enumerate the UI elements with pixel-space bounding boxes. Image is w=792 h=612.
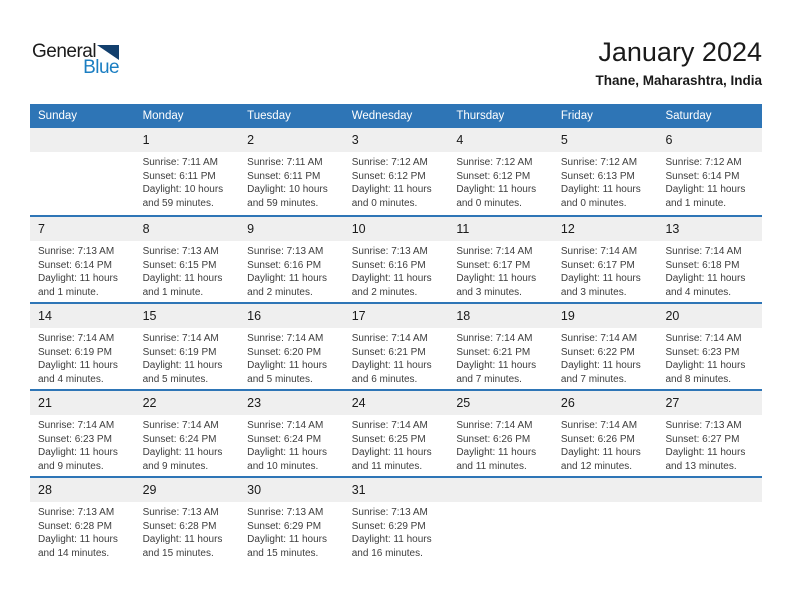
- sunrise-text: Sunrise: 7:13 AM: [38, 507, 115, 518]
- sunset-text: Sunset: 6:20 PM: [247, 346, 322, 358]
- sunrise-text: Sunrise: 7:13 AM: [351, 507, 428, 518]
- sunrise-text: Sunrise: 7:14 AM: [456, 246, 533, 257]
- day-number: 9: [239, 217, 344, 241]
- sunrise-text: Sunrise: 7:14 AM: [665, 333, 742, 344]
- calendar-weeks: [30, 128, 762, 563]
- weekday-header-saturday: Saturday: [665, 110, 712, 122]
- day-number: [657, 478, 762, 502]
- daylight-text: Daylight: 11 hours and 11 minutes.: [456, 447, 537, 472]
- sunset-text: Sunset: 6:13 PM: [560, 170, 635, 182]
- sunrise-text: Sunrise: 7:14 AM: [351, 420, 428, 431]
- day-details: [448, 241, 553, 299]
- week-row: [30, 128, 762, 215]
- day-number: 25: [448, 391, 553, 415]
- day-number: 13: [657, 217, 762, 241]
- sunrise-text: Sunrise: 7:12 AM: [665, 157, 742, 168]
- weekday-header-tuesday: Tuesday: [247, 110, 291, 122]
- general-blue-logo: [32, 42, 119, 78]
- calendar-day-cell: [344, 304, 449, 389]
- week-row: [30, 302, 762, 389]
- day-details: [30, 328, 135, 386]
- day-number: 2: [239, 128, 344, 152]
- weekday-header-thursday: Thursday: [456, 110, 505, 122]
- sunrise-text: Sunrise: 7:14 AM: [560, 420, 638, 431]
- daylight-text: Daylight: 11 hours and 3 minutes.: [456, 273, 537, 298]
- calendar-day-cell: [448, 478, 553, 563]
- daylight-text: Daylight: 11 hours and 10 minutes.: [247, 447, 328, 472]
- daylight-text: Daylight: 11 hours and 4 minutes.: [665, 273, 746, 298]
- day-number: 12: [553, 217, 658, 241]
- sunrise-text: Sunrise: 7:13 AM: [142, 507, 219, 518]
- day-details: [344, 152, 449, 210]
- sunset-text: Sunset: 6:26 PM: [560, 433, 635, 445]
- daylight-text: Daylight: 11 hours and 16 minutes.: [351, 534, 432, 559]
- day-details: [30, 241, 135, 299]
- week-row: [30, 389, 762, 476]
- calendar-day-cell: [239, 391, 344, 476]
- sunset-text: Sunset: 6:14 PM: [665, 170, 740, 182]
- daylight-text: Daylight: 11 hours and 9 minutes.: [38, 447, 118, 472]
- sunrise-text: Sunrise: 7:14 AM: [665, 246, 742, 257]
- logo-word-blue: Blue: [83, 57, 120, 78]
- sunset-text: Sunset: 6:24 PM: [142, 433, 217, 445]
- calendar-day-cell: [239, 217, 344, 302]
- day-number: 27: [657, 391, 762, 415]
- sunset-text: Sunset: 6:27 PM: [665, 433, 740, 445]
- sunset-text: Sunset: 6:19 PM: [142, 346, 217, 358]
- calendar-day-cell: [657, 478, 762, 563]
- sunrise-text: Sunrise: 7:13 AM: [142, 246, 219, 257]
- daylight-text: Daylight: 11 hours and 2 minutes.: [351, 273, 432, 298]
- sunset-text: Sunset: 6:12 PM: [351, 170, 426, 182]
- calendar-day-cell: [553, 128, 658, 215]
- daylight-text: Daylight: 11 hours and 7 minutes.: [560, 360, 641, 385]
- calendar-day-cell: [553, 478, 658, 563]
- sunset-text: Sunset: 6:12 PM: [456, 170, 531, 182]
- daylight-text: Daylight: 11 hours and 11 minutes.: [351, 447, 432, 472]
- weekday-header-row: [30, 104, 762, 128]
- day-details: [135, 241, 240, 299]
- calendar-day-cell: [30, 217, 135, 302]
- day-details: [448, 415, 553, 473]
- day-number: 21: [30, 391, 135, 415]
- sunrise-text: Sunrise: 7:11 AM: [247, 157, 323, 168]
- daylight-text: Daylight: 10 hours and 59 minutes.: [247, 184, 328, 209]
- day-details: [239, 152, 344, 210]
- daylight-text: Daylight: 11 hours and 3 minutes.: [560, 273, 641, 298]
- day-details: [30, 502, 135, 560]
- daylight-text: Daylight: 11 hours and 15 minutes.: [142, 534, 223, 559]
- sunset-text: Sunset: 6:23 PM: [665, 346, 740, 358]
- daylight-text: Daylight: 11 hours and 12 minutes.: [560, 447, 641, 472]
- sunset-text: Sunset: 6:22 PM: [560, 346, 635, 358]
- weekday-header-monday: Monday: [142, 110, 184, 122]
- sunrise-text: Sunrise: 7:14 AM: [560, 246, 638, 257]
- daylight-text: Daylight: 11 hours and 4 minutes.: [38, 360, 118, 385]
- day-details: [553, 328, 658, 386]
- day-number: 30: [239, 478, 344, 502]
- day-details: [344, 415, 449, 473]
- daylight-text: Daylight: 11 hours and 14 minutes.: [38, 534, 118, 559]
- day-number: 4: [448, 128, 553, 152]
- sunrise-text: Sunrise: 7:14 AM: [247, 333, 324, 344]
- day-number: 24: [344, 391, 449, 415]
- sunset-text: Sunset: 6:11 PM: [142, 170, 216, 182]
- day-number: 20: [657, 304, 762, 328]
- day-details: [30, 152, 135, 156]
- sunset-text: Sunset: 6:25 PM: [351, 433, 426, 445]
- sunrise-text: Sunrise: 7:14 AM: [456, 420, 533, 431]
- day-details: [344, 241, 449, 299]
- sunset-text: Sunset: 6:29 PM: [247, 520, 322, 532]
- sunrise-text: Sunrise: 7:12 AM: [560, 157, 638, 168]
- calendar: [30, 104, 762, 563]
- calendar-day-cell: [344, 128, 449, 215]
- page-subtitle: Thane, Maharashtra, India: [595, 73, 762, 88]
- sunrise-text: Sunrise: 7:13 AM: [247, 507, 324, 518]
- calendar-day-cell: [553, 304, 658, 389]
- page-title: January 2024: [598, 37, 762, 67]
- day-details: [448, 328, 553, 386]
- day-number: 7: [30, 217, 135, 241]
- sunrise-text: Sunrise: 7:13 AM: [665, 420, 742, 431]
- page-header: [30, 0, 762, 104]
- sunset-text: Sunset: 6:16 PM: [351, 259, 426, 271]
- day-number: 5: [553, 128, 658, 152]
- day-details: [657, 241, 762, 299]
- calendar-day-cell: [553, 217, 658, 302]
- sunset-text: Sunset: 6:17 PM: [560, 259, 635, 271]
- sunrise-text: Sunrise: 7:13 AM: [247, 246, 324, 257]
- day-details: [239, 241, 344, 299]
- day-details: [239, 502, 344, 560]
- day-number: 29: [135, 478, 240, 502]
- daylight-text: Daylight: 11 hours and 7 minutes.: [456, 360, 537, 385]
- calendar-day-cell: [30, 304, 135, 389]
- day-number: 15: [135, 304, 240, 328]
- sunrise-text: Sunrise: 7:13 AM: [351, 246, 428, 257]
- day-number: 18: [448, 304, 553, 328]
- day-number: 26: [553, 391, 658, 415]
- sunset-text: Sunset: 6:21 PM: [351, 346, 426, 358]
- day-details: [30, 415, 135, 473]
- day-number: [553, 478, 658, 502]
- day-number: 6: [657, 128, 762, 152]
- daylight-text: Daylight: 11 hours and 1 minute.: [142, 273, 223, 298]
- day-details: [239, 415, 344, 473]
- calendar-day-cell: [135, 217, 240, 302]
- day-number: [30, 128, 135, 152]
- sunset-text: Sunset: 6:11 PM: [247, 170, 321, 182]
- day-details: [657, 328, 762, 386]
- daylight-text: Daylight: 11 hours and 1 minute.: [665, 184, 746, 209]
- calendar-day-cell: [344, 478, 449, 563]
- day-number: 22: [135, 391, 240, 415]
- sunset-text: Sunset: 6:24 PM: [247, 433, 322, 445]
- day-details: [657, 152, 762, 210]
- sunrise-text: Sunrise: 7:14 AM: [142, 333, 219, 344]
- sunset-text: Sunset: 6:28 PM: [38, 520, 112, 532]
- day-details: [344, 502, 449, 560]
- day-details: [448, 502, 553, 506]
- sunrise-text: Sunrise: 7:14 AM: [247, 420, 324, 431]
- calendar-day-cell: [30, 478, 135, 563]
- weekday-header-wednesday: Wednesday: [351, 110, 413, 122]
- day-number: 17: [344, 304, 449, 328]
- day-number: 28: [30, 478, 135, 502]
- calendar-day-cell: [448, 128, 553, 215]
- daylight-text: Daylight: 11 hours and 8 minutes.: [665, 360, 746, 385]
- daylight-text: Daylight: 11 hours and 13 minutes.: [665, 447, 746, 472]
- logo-word-general: General: [32, 41, 97, 62]
- daylight-text: Daylight: 11 hours and 9 minutes.: [142, 447, 223, 472]
- day-details: [135, 152, 240, 210]
- sunset-text: Sunset: 6:19 PM: [38, 346, 112, 358]
- calendar-day-cell: [239, 128, 344, 215]
- day-details: [135, 328, 240, 386]
- daylight-text: Daylight: 11 hours and 2 minutes.: [247, 273, 328, 298]
- day-details: [135, 415, 240, 473]
- sunrise-text: Sunrise: 7:14 AM: [560, 333, 638, 344]
- daylight-text: Daylight: 11 hours and 5 minutes.: [142, 360, 223, 385]
- sunset-text: Sunset: 6:17 PM: [456, 259, 531, 271]
- day-number: 14: [30, 304, 135, 328]
- day-number: 3: [344, 128, 449, 152]
- sunrise-text: Sunrise: 7:14 AM: [351, 333, 428, 344]
- day-number: 23: [239, 391, 344, 415]
- calendar-day-cell: [553, 391, 658, 476]
- daylight-text: Daylight: 10 hours and 59 minutes.: [142, 184, 224, 209]
- sunrise-text: Sunrise: 7:12 AM: [456, 157, 533, 168]
- calendar-day-cell: [344, 217, 449, 302]
- sunrise-text: Sunrise: 7:14 AM: [38, 420, 115, 431]
- sunrise-text: Sunrise: 7:14 AM: [456, 333, 533, 344]
- daylight-text: Daylight: 11 hours and 0 minutes.: [456, 184, 537, 209]
- sunset-text: Sunset: 6:26 PM: [456, 433, 531, 445]
- daylight-text: Daylight: 11 hours and 5 minutes.: [247, 360, 328, 385]
- calendar-day-cell: [657, 128, 762, 215]
- sunset-text: Sunset: 6:18 PM: [665, 259, 740, 271]
- daylight-text: Daylight: 11 hours and 0 minutes.: [351, 184, 432, 209]
- day-details: [553, 241, 658, 299]
- calendar-day-cell: [657, 391, 762, 476]
- calendar-day-cell: [448, 217, 553, 302]
- sunset-text: Sunset: 6:16 PM: [247, 259, 322, 271]
- calendar-day-cell: [239, 304, 344, 389]
- day-details: [344, 328, 449, 386]
- day-details: [657, 502, 762, 506]
- day-number: 11: [448, 217, 553, 241]
- day-number: 8: [135, 217, 240, 241]
- day-number: 1: [135, 128, 240, 152]
- calendar-day-cell: [448, 391, 553, 476]
- day-details: [135, 502, 240, 560]
- sunset-text: Sunset: 6:28 PM: [142, 520, 217, 532]
- calendar-day-cell: [30, 391, 135, 476]
- sunrise-text: Sunrise: 7:11 AM: [142, 157, 218, 168]
- sunset-text: Sunset: 6:15 PM: [142, 259, 217, 271]
- sunset-text: Sunset: 6:21 PM: [456, 346, 531, 358]
- sunrise-text: Sunrise: 7:13 AM: [38, 246, 115, 257]
- calendar-day-cell: [135, 128, 240, 215]
- weekday-header-friday: Friday: [560, 110, 593, 122]
- day-number: [448, 478, 553, 502]
- daylight-text: Daylight: 11 hours and 1 minute.: [38, 273, 118, 298]
- daylight-text: Daylight: 11 hours and 0 minutes.: [560, 184, 641, 209]
- day-details: [657, 415, 762, 473]
- day-details: [239, 328, 344, 386]
- daylight-text: Daylight: 11 hours and 6 minutes.: [351, 360, 432, 385]
- sunset-text: Sunset: 6:14 PM: [38, 259, 112, 271]
- day-number: 10: [344, 217, 449, 241]
- day-details: [448, 152, 553, 210]
- daylight-text: Daylight: 11 hours and 15 minutes.: [247, 534, 328, 559]
- calendar-day-cell: [30, 128, 135, 215]
- day-number: 19: [553, 304, 658, 328]
- day-number: 31: [344, 478, 449, 502]
- sunrise-text: Sunrise: 7:14 AM: [38, 333, 115, 344]
- calendar-day-cell: [657, 304, 762, 389]
- week-row: [30, 476, 762, 563]
- calendar-day-cell: [448, 304, 553, 389]
- day-details: [553, 152, 658, 210]
- sunset-text: Sunset: 6:23 PM: [38, 433, 112, 445]
- calendar-day-cell: [135, 391, 240, 476]
- day-details: [553, 415, 658, 473]
- calendar-day-cell: [135, 478, 240, 563]
- sunrise-text: Sunrise: 7:12 AM: [351, 157, 428, 168]
- sunset-text: Sunset: 6:29 PM: [351, 520, 426, 532]
- day-number: 16: [239, 304, 344, 328]
- day-details: [553, 502, 658, 506]
- calendar-day-cell: [657, 217, 762, 302]
- calendar-day-cell: [239, 478, 344, 563]
- weekday-header-sunday: Sunday: [38, 110, 78, 122]
- calendar-day-cell: [135, 304, 240, 389]
- calendar-day-cell: [344, 391, 449, 476]
- sunrise-text: Sunrise: 7:14 AM: [142, 420, 219, 431]
- week-row: [30, 215, 762, 302]
